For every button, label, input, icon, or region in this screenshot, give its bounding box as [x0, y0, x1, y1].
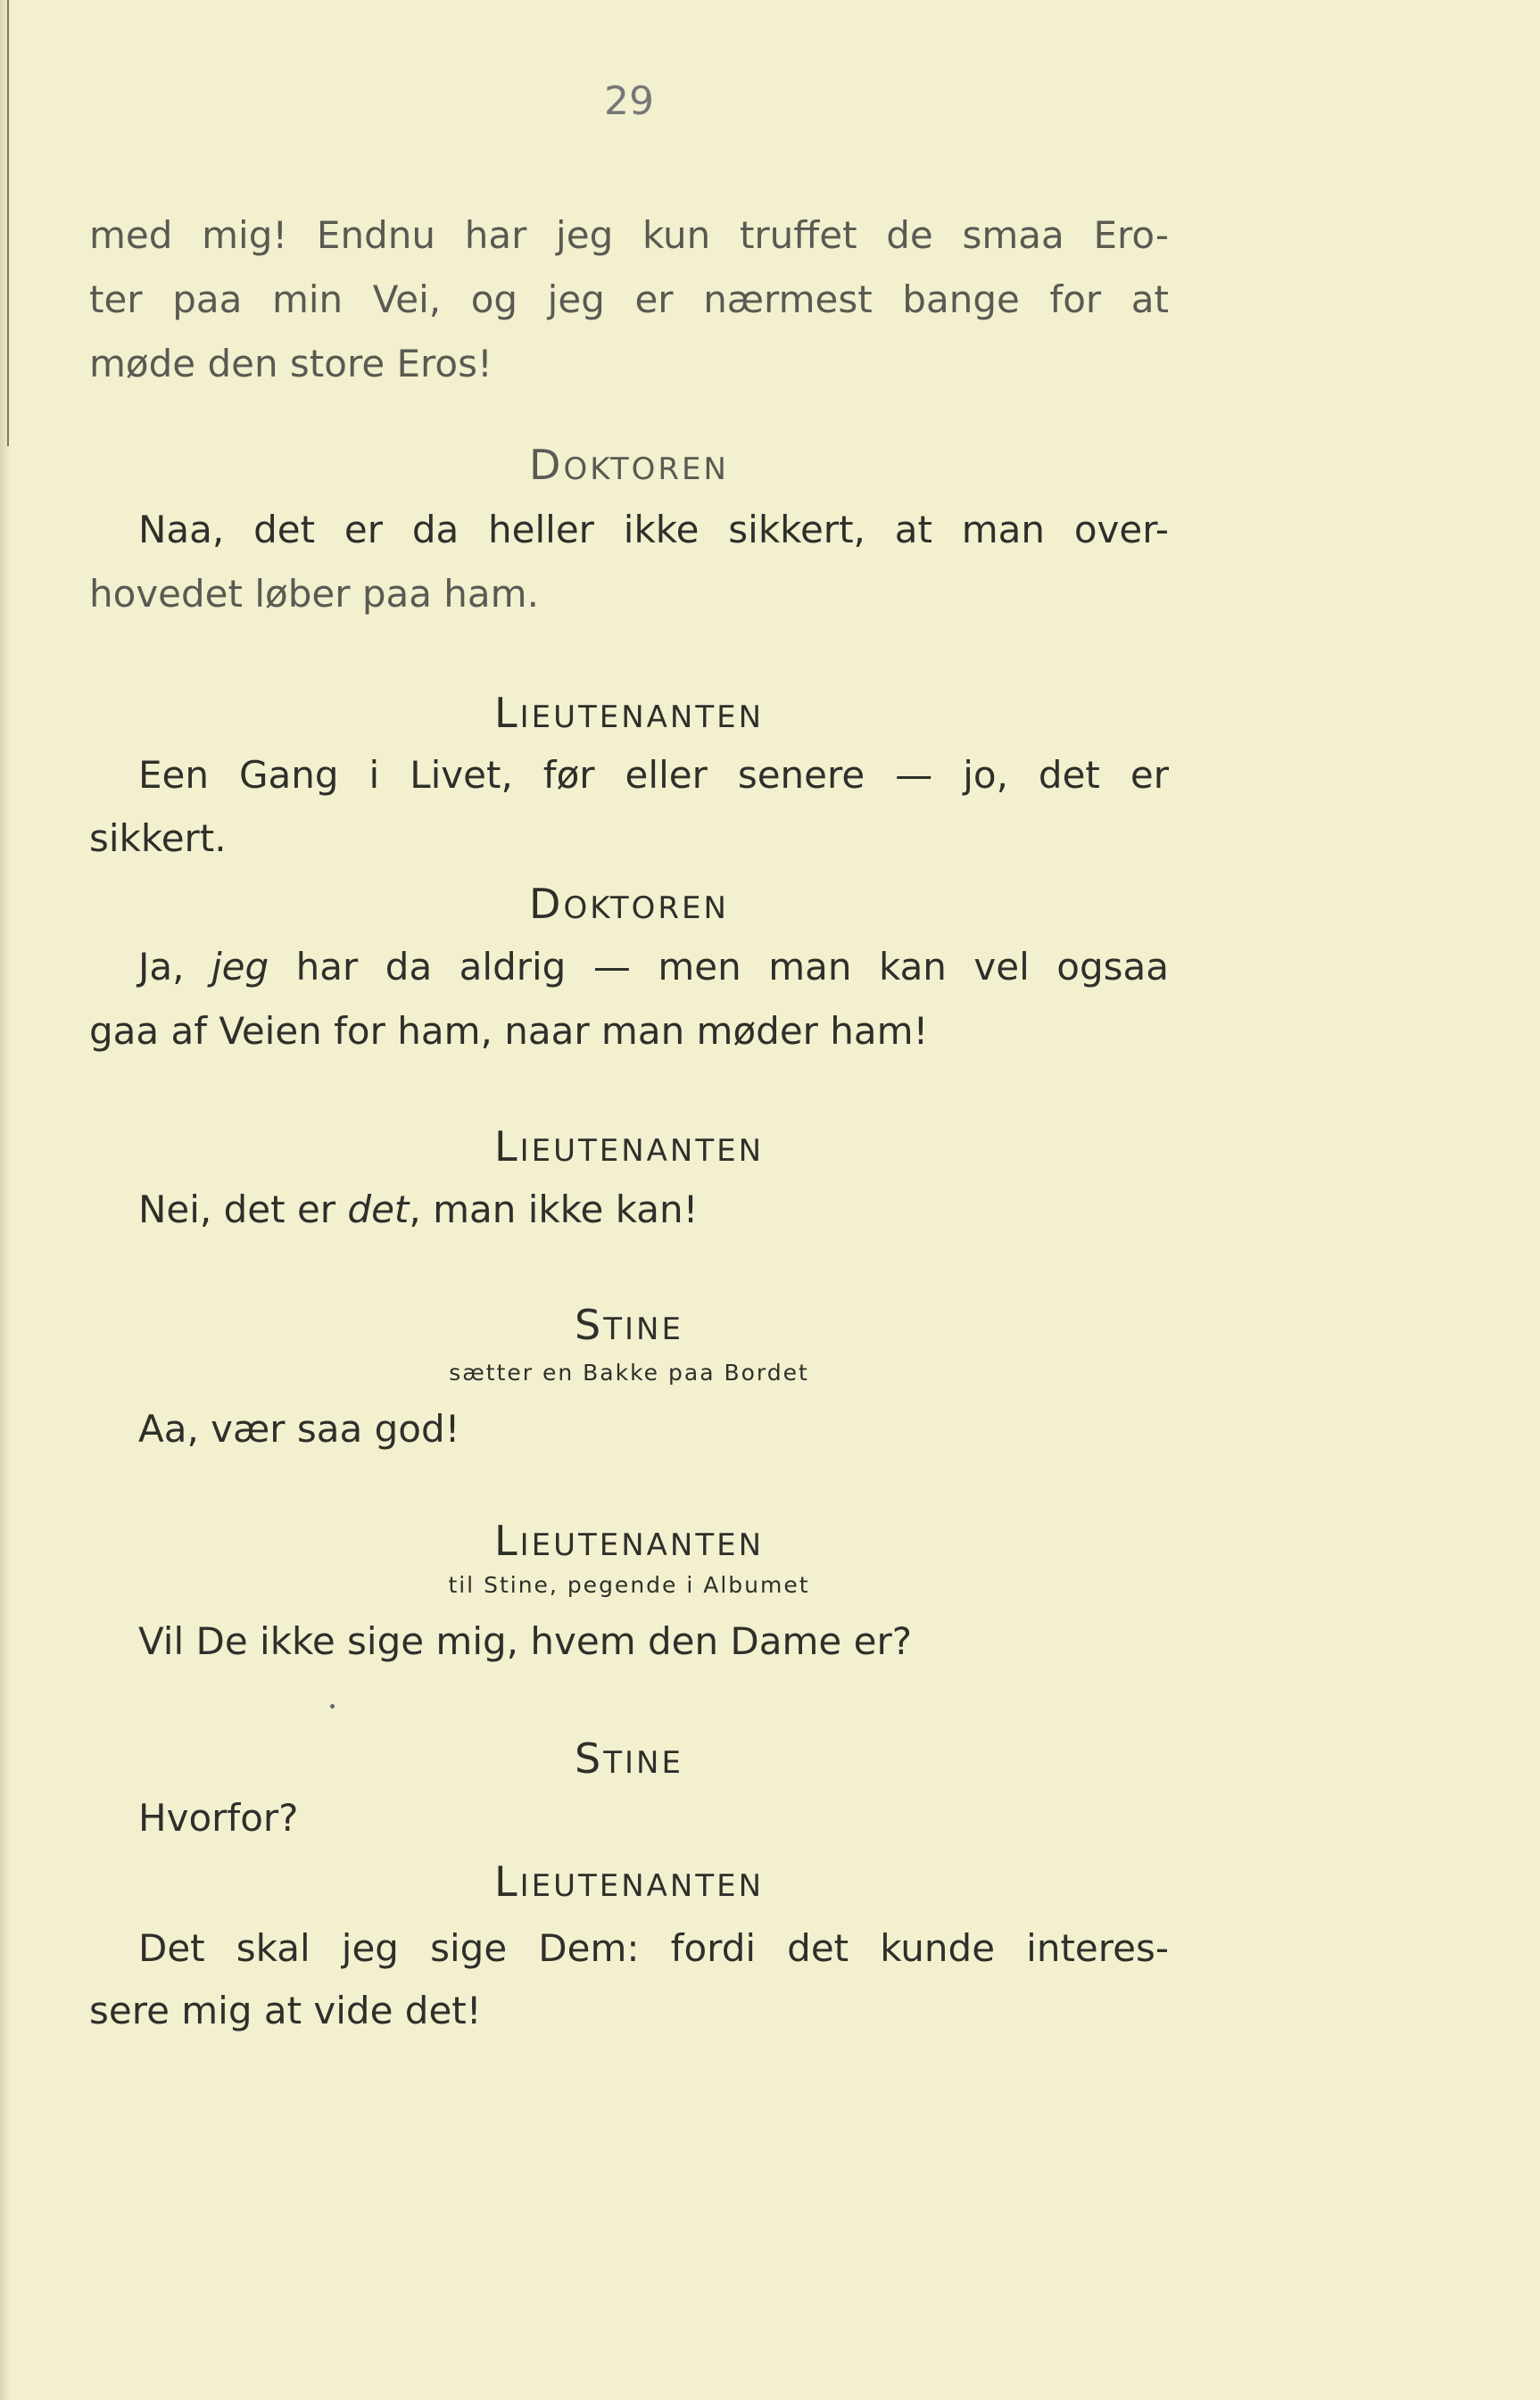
text-line: møde den store Eros!: [89, 342, 493, 385]
text-line: Nei, det er det, man ikke kan!: [138, 1188, 699, 1231]
text-line: gaa af Veien for ham, naar man møder ham!: [89, 1009, 929, 1053]
text-line: ter paa min Vei, og jeg er nærmest bange for at: [89, 277, 1169, 321]
page-number: 29: [604, 79, 654, 124]
text-line: Det skal jeg sige Dem: fordi det kunde interes-: [138, 1926, 1169, 1970]
text-line: sikkert.: [89, 816, 227, 860]
speaker-name: STINE: [575, 1734, 683, 1783]
text-line: Naa, det er da heller ikke sikkert, at man over-: [138, 508, 1169, 551]
text-line: Vil De ikke sige mig, hvem den Dame er?: [138, 1619, 913, 1663]
paper-speck: [330, 1704, 335, 1709]
speaker-name: DOKTOREN: [529, 441, 729, 489]
stage-direction: sætter en Bakke paa Bordet: [449, 1360, 809, 1386]
speaker-name: LIEUTENANTEN: [493, 1858, 765, 1906]
speaker-name: LIEUTENANTEN: [493, 1122, 765, 1171]
text-line: Ja, jeg har da aldrig — men man kan vel ogsaa: [138, 945, 1170, 989]
speaker-name: LIEUTENANTEN: [493, 689, 765, 737]
text-line: med mig! Endnu har jeg kun truffet de smaa Ero-: [89, 213, 1169, 257]
binding-shadow: [7, 0, 9, 446]
speaker-name: STINE: [575, 1301, 683, 1349]
text-line: Hvorfor?: [138, 1796, 299, 1840]
page-edge: [0, 0, 11, 2400]
speaker-name: DOKTOREN: [529, 880, 729, 928]
speaker-name: LIEUTENANTEN: [493, 1517, 765, 1565]
text-line: hovedet løber paa ham.: [89, 572, 539, 616]
text-line: Aa, vær saa god!: [138, 1407, 460, 1451]
text-line: sere mig at vide det!: [89, 1989, 482, 2032]
stage-direction: til Stine, pegende i Albumet: [448, 1572, 810, 1598]
text-line: Een Gang i Livet, før eller senere — jo, det er: [138, 753, 1169, 797]
emphasis: jeg: [211, 945, 269, 989]
emphasis: det: [347, 1188, 410, 1231]
